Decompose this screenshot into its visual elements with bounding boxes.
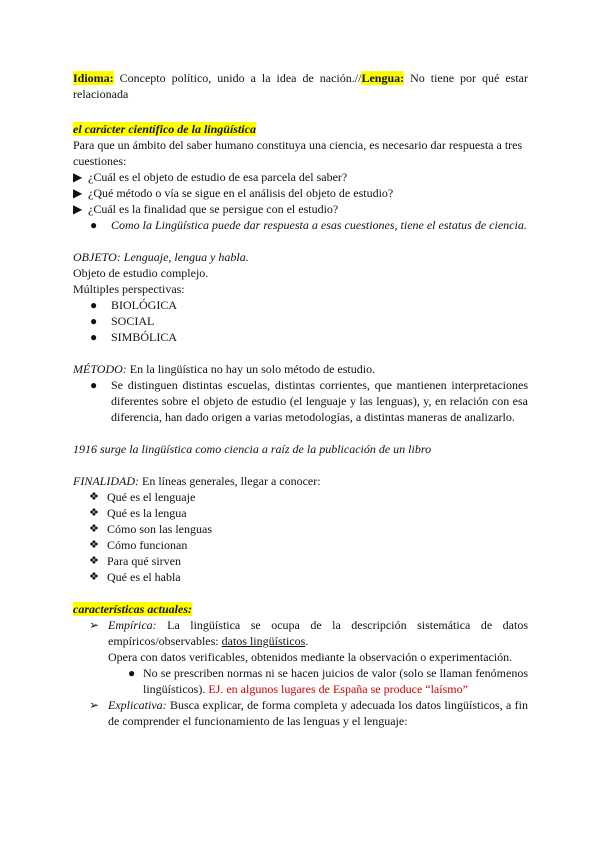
bullet-dot-icon: ● bbox=[90, 378, 98, 392]
perspective-item: ● BIOLÓGICA bbox=[90, 298, 177, 312]
arrowhead-icon: ➢ bbox=[89, 618, 100, 632]
intro-paragraph bbox=[73, 70, 528, 102]
section-title-caracteristicas: características actuales: bbox=[73, 602, 192, 616]
conclusion-bullet: ● Como la Lingüística puede dar respuesta a esas cuestiones, tiene el estatus de ciencia. bbox=[90, 218, 527, 232]
empirica-subbullet: ● No se prescriben normas ni se hacen juicios de valor (solo se llaman fenómenos lingüísticos). EJ. en algunos lugares de España se produce “laísmo” bbox=[128, 666, 528, 696]
document-page bbox=[73, 70, 528, 729]
finalidad-item: ❖ Qué es el habla bbox=[89, 570, 181, 584]
perspective-item: ● SIMBÓLICA bbox=[90, 330, 178, 344]
diamond-bullet-icon: ❖ bbox=[89, 507, 99, 519]
diamond-bullet-icon: ❖ bbox=[89, 539, 99, 551]
finalidad-line: FINALIDAD: En líneas generales, llegar a conocer: bbox=[73, 474, 321, 488]
finalidad-item: ❖ Qué es el lenguaje bbox=[89, 490, 196, 504]
bullet-dot-icon: ● bbox=[128, 666, 136, 680]
question-item: ▶ ¿Qué método o vía se sigue en el análisis del objeto de estudio? bbox=[73, 186, 394, 200]
finalidad-item: ❖ Cómo son las lenguas bbox=[89, 522, 212, 536]
lengua-text: No tiene por qué estar relacionada bbox=[73, 71, 528, 101]
laismo-example: EJ. en algunos lugares de España se produce “laísmo” bbox=[208, 682, 468, 696]
idioma-text: Concepto político, unido a la idea de nación.// bbox=[113, 71, 362, 85]
triangle-arrow-icon: ▶ bbox=[73, 202, 83, 216]
finalidad-item: ❖ Cómo funcionan bbox=[89, 538, 188, 552]
question-item: ▶ ¿Cuál es la finalidad que se persigue con el estudio? bbox=[73, 202, 339, 216]
perspective-item: ● SOCIAL bbox=[90, 314, 155, 328]
bullet-dot-icon: ● bbox=[90, 218, 98, 232]
objeto-line2: Múltiples perspectivas: bbox=[73, 282, 185, 296]
diamond-bullet-icon: ❖ bbox=[89, 491, 99, 503]
bullet-dot-icon: ● bbox=[90, 314, 98, 328]
finalidad-item: ❖ Qué es la lengua bbox=[89, 506, 187, 520]
idioma-label: Idioma: bbox=[73, 71, 114, 85]
year-note: 1916 surge la lingüística como ciencia a raíz de la publicación de un libro bbox=[73, 442, 432, 456]
objeto-line1: Objeto de estudio complejo. bbox=[73, 266, 209, 280]
lengua-label: Lengua: bbox=[361, 71, 405, 85]
objeto-heading: OBJETO: Lenguaje, lengua y habla. bbox=[73, 250, 249, 264]
empirica-line2: Opera con datos verificables, obtenidos mediante la observación o experimentación. bbox=[108, 650, 513, 664]
bullet-dot-icon: ● bbox=[90, 330, 98, 344]
finalidad-item: ❖ Para qué sirven bbox=[89, 554, 181, 568]
question-item: ▶ ¿Cuál es el objeto de estudio de esa parcela del saber? bbox=[73, 170, 348, 184]
section-title-cientifico: el carácter científico de la lingüística bbox=[73, 122, 256, 136]
diamond-bullet-icon: ❖ bbox=[89, 523, 99, 535]
arrowhead-icon: ➢ bbox=[89, 698, 100, 712]
diamond-bullet-icon: ❖ bbox=[89, 571, 99, 583]
metodo-line: MÉTODO: En la lingüística no hay un solo método de estudio. bbox=[73, 362, 376, 376]
explicativa-item: ➢ Explicativa: Busca explicar, de forma completa y adecuada los datos lingüísticos, a fin de comprender el funcionamiento de las lenguas y el lenguaje: bbox=[89, 698, 528, 728]
bullet-dot-icon: ● bbox=[90, 298, 98, 312]
section1-intro: Para que un ámbito del saber humano constituya una ciencia, es necesario dar respuesta a tres cuestiones: bbox=[73, 138, 523, 168]
metodo-bullet: ● Se distinguen distintas escuelas, distintas corrientes, que mantienen interpretaciones diferentes sobre el objeto de estudio (el lenguaje y las lenguas), y, en relación con esa diferencia, han dado origen a varias metodologías, a distintas maneras de analizarlo. bbox=[90, 378, 528, 424]
empirica-item: ➢ Empírica: La lingüística se ocupa de la descripción sistemática de datos empíricos/observables: datos lingüísticos. bbox=[89, 618, 528, 648]
diamond-bullet-icon: ❖ bbox=[89, 555, 99, 567]
triangle-arrow-icon: ▶ bbox=[73, 170, 83, 184]
triangle-arrow-icon: ▶ bbox=[73, 186, 83, 200]
